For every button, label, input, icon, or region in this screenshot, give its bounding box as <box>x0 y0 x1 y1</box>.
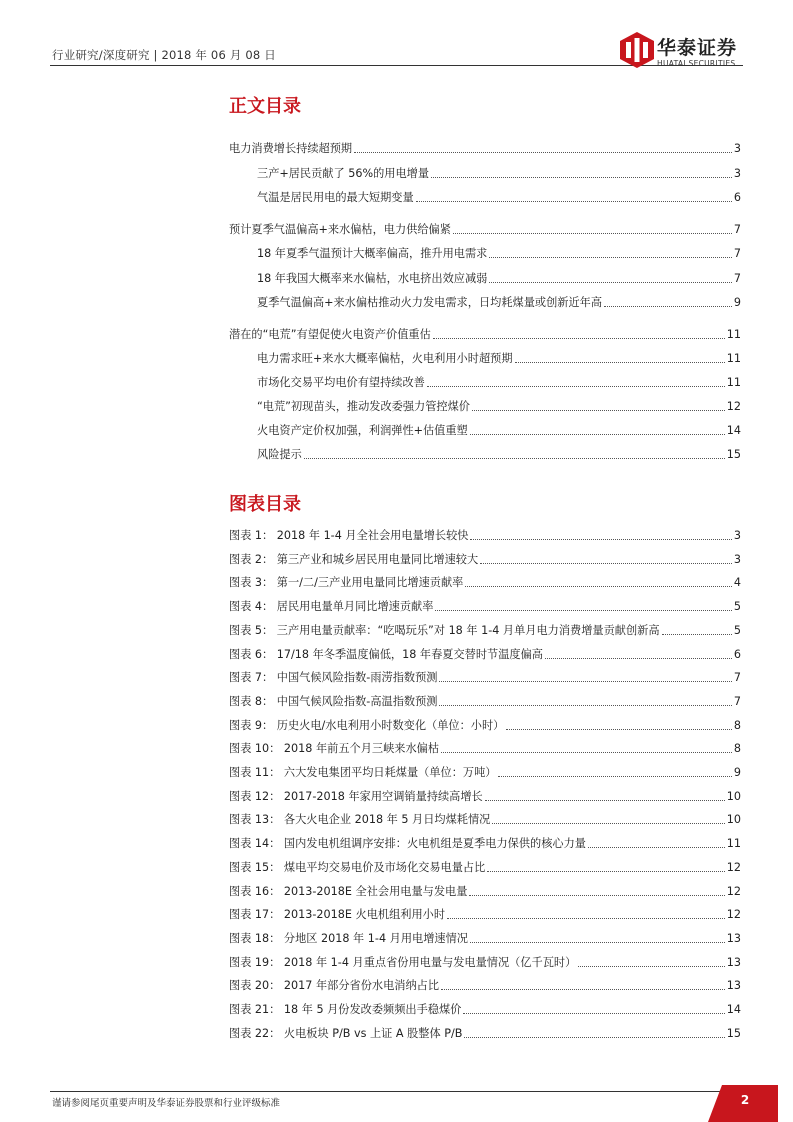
toc-leader-dots <box>489 282 732 283</box>
toc-entry-page: 7 <box>733 223 741 236</box>
figure-entry[interactable] <box>229 882 741 899</box>
figure-entry-page: 13 <box>726 931 741 945</box>
figure-entry-page: 10 <box>726 813 741 827</box>
figure-entry[interactable] <box>229 573 741 590</box>
toc-entry-title: 火电资产定价权加强，利润弹性+估值重塑 <box>257 424 468 437</box>
figure-entry-page: 8 <box>733 742 741 756</box>
toc-entry-title: 预计夏季气温偏高+来水偏枯，电力供给偏紧 <box>229 223 451 236</box>
toc-entry-title: 风险提示 <box>257 448 302 461</box>
toc-entry-title: 夏季气温偏高+来水偏枯推动火力发电需求，日均耗煤量或创新近年高 <box>257 296 603 309</box>
toc-entry[interactable] <box>257 397 741 414</box>
figure-entry-page: 12 <box>726 860 741 874</box>
figure-entry[interactable] <box>229 810 741 827</box>
toc-entry[interactable] <box>257 269 741 286</box>
figure-entry-page: 15 <box>726 1026 741 1040</box>
toc-entry[interactable] <box>229 139 741 156</box>
figure-entry-page: 12 <box>726 884 741 898</box>
huatai-logo-mark-icon <box>620 32 654 68</box>
figure-entry[interactable] <box>229 526 741 543</box>
figure-leader-dots <box>441 989 725 990</box>
huatai-logo <box>620 32 750 72</box>
toc-leader-dots <box>470 434 725 435</box>
figure-entry[interactable] <box>229 1024 741 1041</box>
toc-entry-page: 12 <box>726 400 741 413</box>
figure-entry-page: 12 <box>726 908 741 922</box>
figure-entry[interactable] <box>229 1000 741 1017</box>
toc-leader-dots <box>427 386 725 387</box>
toc-leader-dots <box>472 410 725 411</box>
figure-entry-title: 图表 7： 中国气候风险指数-雨涝指数预测 <box>229 671 438 685</box>
figure-entry[interactable] <box>229 953 741 970</box>
figure-entry-page: 5 <box>733 600 741 614</box>
figure-entry-title: 图表 9： 历史火电/水电利用小时数变化（单位：小时） <box>229 718 505 732</box>
figure-entry[interactable] <box>229 763 741 780</box>
figure-entry-page: 7 <box>733 694 741 708</box>
toc-entry[interactable] <box>229 325 741 342</box>
figure-entry-title: 图表 11： 六大发电集团平均日耗煤量（单位：万吨） <box>229 766 497 779</box>
figure-entry[interactable] <box>229 645 741 662</box>
figure-entry-title: 图表 5： 三产用电量贡献率：“吃喝玩乐”对 18 年 1-4 月单月电力消费增量贡献创新高 <box>229 623 660 637</box>
toc-entry-title: 潜在的“电荒”有望促使火电资产价值重估 <box>229 328 431 341</box>
toc-leader-dots <box>453 233 732 234</box>
figure-entry-title: 图表 20： 2017 年部分省份水电消纳占比 <box>229 979 440 993</box>
toc-entry-title: 电力消费增长持续超预期 <box>229 142 353 155</box>
figure-leader-dots <box>492 823 724 824</box>
figure-leader-dots <box>470 942 725 943</box>
figure-entry[interactable] <box>229 834 741 851</box>
toc-entry-page: 11 <box>726 376 741 389</box>
figure-entry[interactable] <box>229 858 741 875</box>
toc-entry-page: 6 <box>733 191 741 204</box>
figure-entry-title: 图表 16： 2013-2018E 全社会用电量与发电量 <box>229 884 468 898</box>
figure-entry[interactable] <box>229 929 741 946</box>
figure-entry[interactable] <box>229 621 741 638</box>
figure-entry-page: 7 <box>733 671 741 685</box>
figure-leader-dots <box>435 610 731 611</box>
figure-leader-dots <box>480 563 732 564</box>
logo-english-name: HUATAI SECURITIES <box>657 59 736 68</box>
footer-disclaimer: 谨请参阅尾页重要声明及华泰证券股票和行业评级标准 <box>52 1098 281 1109</box>
toc-leader-dots <box>304 458 725 459</box>
toc-leader-dots <box>515 362 725 363</box>
toc-entry[interactable] <box>257 293 741 310</box>
figure-leader-dots <box>588 847 725 848</box>
figure-entry[interactable] <box>229 905 741 922</box>
toc-entry-page: 3 <box>733 167 741 180</box>
figure-entry-title: 图表 15： 煤电平均交易电价及市场化交易电量占比 <box>229 860 486 874</box>
footer-page-badge <box>708 1085 778 1122</box>
figure-leader-dots <box>487 871 724 872</box>
figure-entry-page: 9 <box>733 766 741 779</box>
toc-leader-dots <box>416 201 732 202</box>
toc-leader-dots <box>433 338 725 339</box>
toc-entry[interactable] <box>257 373 741 390</box>
toc-entry-title: 三产+居民贡献了 56%的用电增量 <box>257 167 430 180</box>
figure-entry[interactable] <box>229 976 741 993</box>
toc-leader-dots <box>354 152 732 153</box>
figure-leader-dots <box>465 586 732 587</box>
figure-entry[interactable] <box>229 597 741 614</box>
toc-entry-title: 市场化交易平均电价有望持续改善 <box>257 376 425 389</box>
figure-entry-page: 14 <box>726 1003 741 1016</box>
toc-entry-page: 7 <box>733 247 741 260</box>
figure-leader-dots <box>485 800 725 801</box>
figure-entry-page: 10 <box>726 789 741 803</box>
figure-entry-title: 图表 1： 2018 年 1-4 月全社会用电量增长较快 <box>229 529 469 542</box>
figure-entry-page: 13 <box>726 979 741 993</box>
toc-entry-title: 电力需求旺+来水大概率偏枯，火电利用小时超预期 <box>257 352 513 365</box>
figure-entry-title: 图表 6： 17/18 年冬季温度偏低，18 年春夏交替时节温度偏高 <box>229 647 543 661</box>
toc-entry-title: 18 年夏季气温预计大概率偏高，推升用电需求 <box>257 247 488 260</box>
toc-entry-page: 9 <box>733 296 741 309</box>
figure-entry-page: 11 <box>726 837 741 851</box>
figure-leader-dots <box>469 895 724 896</box>
figure-entry[interactable] <box>229 692 741 709</box>
toc-entry-title: 18 年我国大概率来水偏枯，水电挤出效应减弱 <box>257 272 488 285</box>
figure-entry-title: 图表 22： 火电板块 P/B vs 上证 A 股整体 P/B <box>229 1026 463 1040</box>
toc-leader-dots <box>489 257 732 258</box>
toc-entry[interactable] <box>257 421 741 438</box>
figure-entry-title: 图表 2： 第三产业和城乡居民用电量同比增速较大 <box>229 552 479 566</box>
figure-entry-title: 图表 21： 18 年 5 月份发改委频频出手稳煤价 <box>229 1003 462 1016</box>
figure-entry[interactable] <box>229 787 741 804</box>
figure-leader-dots <box>545 658 732 659</box>
figure-entry-title: 图表 8： 中国气候风险指数-高温指数预测 <box>229 694 438 708</box>
figure-entry[interactable] <box>229 550 741 567</box>
header-breadcrumb: 行业研究/深度研究 | 2018 年 06 月 08 日 <box>52 48 276 62</box>
toc-entry-title: “电荒”初现苗头，推动发改委强力管控煤价 <box>257 400 470 413</box>
figure-leader-dots <box>447 918 725 919</box>
toc-entry[interactable] <box>257 349 741 366</box>
figure-entry-title: 图表 19： 2018 年 1-4 月重点省份用电量与发电量情况（亿千瓦时） <box>229 955 577 969</box>
figure-entry-page: 5 <box>733 623 741 637</box>
figure-entry-page: 8 <box>733 718 741 732</box>
figure-leader-dots <box>578 966 724 967</box>
figure-entry-title: 图表 18： 分地区 2018 年 1-4 月用电增速情况 <box>229 931 468 945</box>
toc-entry[interactable] <box>257 244 741 261</box>
toc-leader-dots <box>604 306 732 307</box>
figure-leader-dots <box>662 634 732 635</box>
figure-entry-title: 图表 14： 国内发电机组调序安排：火电机组是夏季电力保供的核心力量 <box>229 837 586 851</box>
figure-entry[interactable] <box>229 668 741 685</box>
toc-entry[interactable] <box>229 220 741 237</box>
figure-entry[interactable] <box>229 739 741 756</box>
toc-entry-page: 14 <box>726 424 741 437</box>
figure-leader-dots <box>470 539 731 540</box>
toc-entry-page: 7 <box>733 272 741 285</box>
figure-entry-page: 6 <box>733 647 741 661</box>
figure-entry-page: 13 <box>726 955 741 969</box>
figure-entry-title: 图表 3： 第一/二/三产业用电量同比增速贡献率 <box>229 576 464 590</box>
toc-leader-dots <box>431 177 732 178</box>
figure-leader-dots <box>506 729 732 730</box>
figure-leader-dots <box>439 705 731 706</box>
page-number: 2 <box>740 1093 750 1107</box>
figure-entry-page: 3 <box>733 529 741 542</box>
logo-chinese-name: 华泰证券 <box>657 37 738 59</box>
figure-leader-dots <box>441 752 732 753</box>
figure-entry-title: 图表 4： 居民用电量单月同比增速贡献率 <box>229 600 434 614</box>
figure-entry-title: 图表 17： 2013-2018E 火电机组利用小时 <box>229 908 446 922</box>
toc-entry-page: 3 <box>733 142 741 155</box>
toc-entry-page: 11 <box>726 352 741 365</box>
figure-entry-page: 4 <box>733 576 741 590</box>
figure-leader-dots <box>464 1037 724 1038</box>
toc-title: 正文目录 <box>229 96 301 117</box>
toc-entry[interactable] <box>257 188 741 205</box>
toc-entry-page: 11 <box>726 328 741 341</box>
toc-entry[interactable] <box>257 164 741 181</box>
figure-leader-dots <box>498 776 731 777</box>
toc-entry-page: 15 <box>726 448 741 461</box>
figure-entry-title: 图表 13： 各大火电企业 2018 年 5 月日均煤耗情况 <box>229 813 491 827</box>
figure-entry[interactable] <box>229 716 741 733</box>
figure-entry-page: 3 <box>733 552 741 566</box>
footer-divider <box>50 1091 726 1092</box>
figure-entry-title: 图表 12： 2017-2018 年家用空调销量持续高增长 <box>229 789 483 803</box>
figures-title: 图表目录 <box>229 494 301 515</box>
figure-entry-title: 图表 10： 2018 年前五个月三峡来水偏枯 <box>229 742 440 756</box>
toc-entry-title: 气温是居民用电的最大短期变量 <box>257 191 414 204</box>
figure-leader-dots <box>463 1013 724 1014</box>
toc-entry[interactable] <box>257 445 741 462</box>
figure-leader-dots <box>439 681 731 682</box>
